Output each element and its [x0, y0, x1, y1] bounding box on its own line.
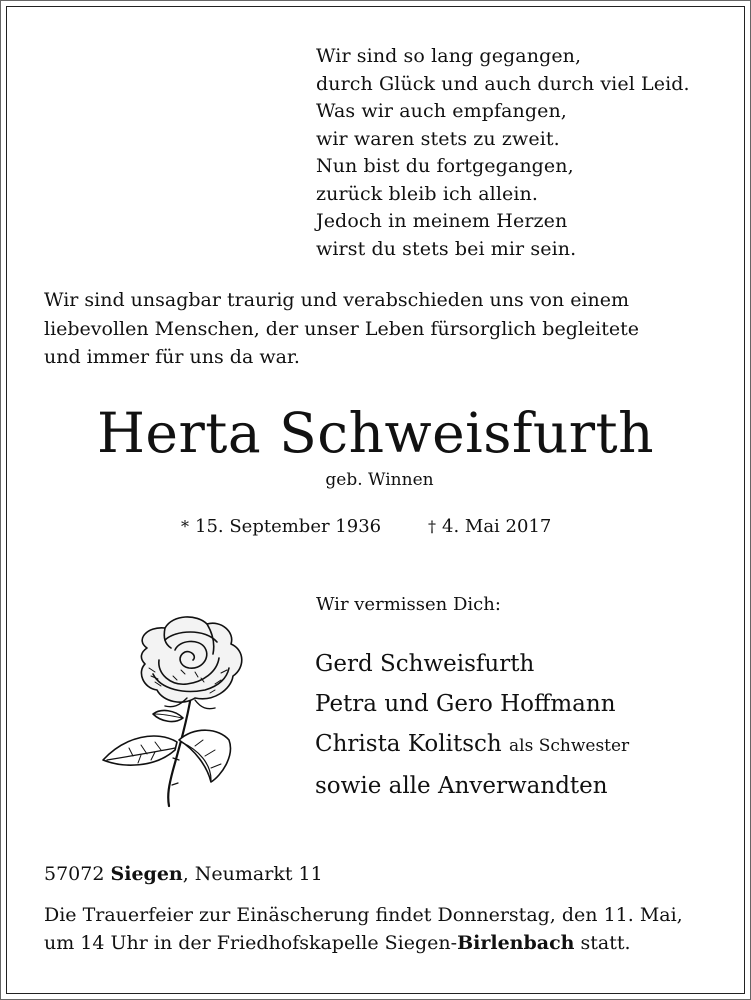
death-date-text: 4. Mai 2017: [442, 516, 552, 537]
poem-line: wirst du stets bei mir sein.: [316, 237, 577, 260]
poem-line: zurück bleib ich allein.: [316, 182, 538, 205]
service-line: [44, 929, 724, 957]
city: Siegen: [110, 863, 183, 885]
birth-symbol: *: [181, 517, 189, 536]
mourner-line: Petra und Gero Hoffmann: [315, 691, 616, 717]
miss-text: Wir vermissen Dich:: [316, 594, 501, 615]
maiden-name: geb. Winnen: [325, 470, 434, 490]
service-line-pre: um 14 Uhr in der Friedhofskapelle Siegen-: [44, 932, 458, 954]
intro-text: [44, 286, 684, 372]
poem: [316, 43, 690, 263]
poem-line: Was wir auch empfangen,: [316, 100, 567, 122]
intro-line: und immer für uns da war.: [44, 346, 300, 368]
poem-line: Jedoch in meinem Herzen: [316, 210, 568, 232]
death-date: [428, 514, 551, 540]
postcode: 57072: [44, 863, 105, 885]
birth-date: [181, 514, 381, 540]
mourner-line: sowie alle Anverwandten: [315, 773, 608, 799]
poem-line: Nun bist du fortgegangen,: [316, 155, 574, 177]
service-line: Die Trauerfeier zur Einäscherung findet Donnerstag, den 11. Mai,: [44, 904, 683, 926]
funeral-service-info: [44, 901, 724, 957]
poem-line: Wir sind so lang gegangen,: [316, 45, 582, 67]
mourner-name: Christa Kolitsch: [315, 731, 502, 757]
poem-line: wir waren stets zu zweit.: [316, 127, 560, 150]
service-line-post: statt.: [574, 932, 631, 954]
address: [44, 860, 323, 888]
intro-line: Wir sind unsagbar traurig und verabschieden uns von einem: [44, 289, 630, 311]
intro-line: liebevollen Menschen, der unser Leben fürsorglich begleitete: [44, 317, 640, 340]
mourner-relation: als Schwester: [509, 736, 630, 756]
mourner-line: [315, 724, 629, 766]
service-location-bold: Birlenbach: [457, 932, 575, 954]
deceased-name: Herta Schweisfurth: [96, 401, 655, 465]
street: , Neumarkt 11: [182, 863, 323, 885]
rose-illustration: [95, 610, 270, 810]
birth-date-text: 15. September 1936: [195, 516, 382, 537]
mourners-list: [315, 644, 629, 806]
mourner-line: Gerd Schweisfurth: [315, 651, 535, 677]
poem-line: durch Glück und auch durch viel Leid.: [316, 72, 690, 95]
death-symbol: †: [428, 517, 436, 536]
